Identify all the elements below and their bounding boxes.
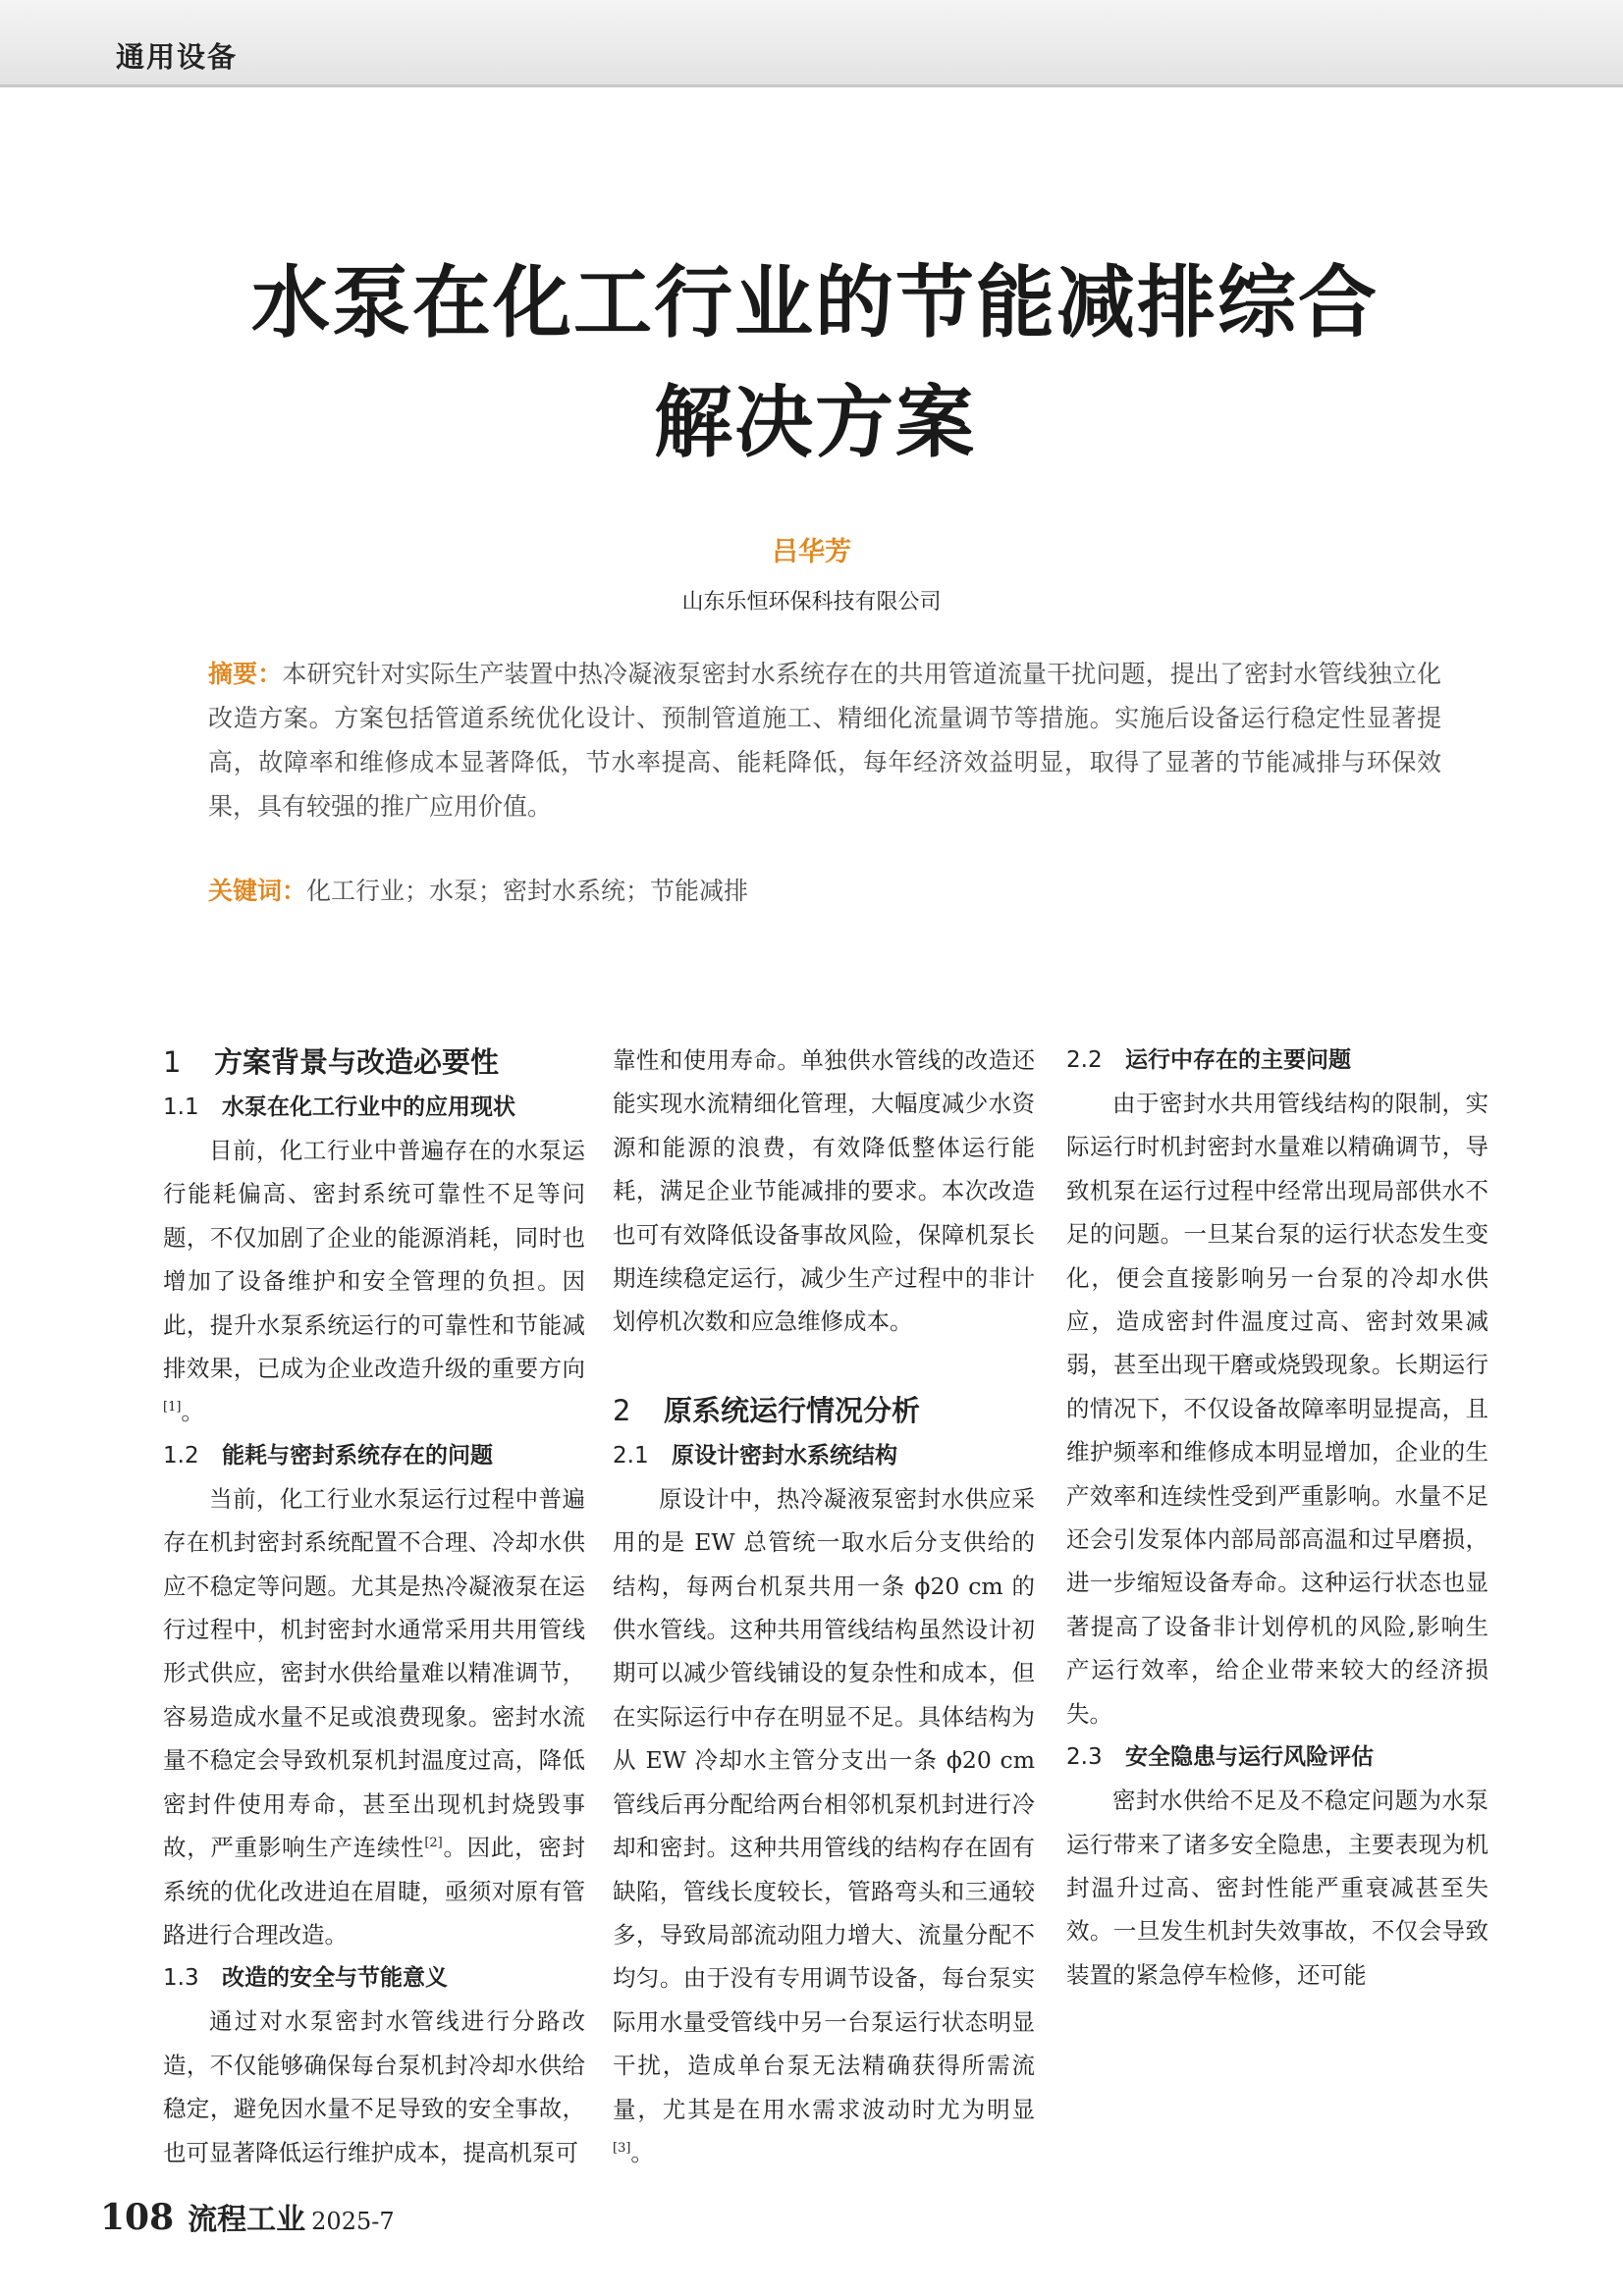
section-label: 通用设备 xyxy=(116,40,239,74)
affiliation: 山东乐恒环保科技有限公司 xyxy=(681,590,942,614)
subsection-heading-2-3: 2.3 安全隐患与运行风险评估 xyxy=(1066,1744,1374,1771)
issue-number: 2025-7 xyxy=(311,2208,395,2235)
page-number: 108 xyxy=(100,2197,175,2238)
paragraph: 由于密封水共用管线结构的限制，实际运行时机封密封水量难以精确调节，导致机泵在运行过程中经常出现局部供水不足的问题。一旦某台泵的运行状态发生变化，便会直接影响另一台泵的冷却水供应，造成密封件温度过高、密封效果减弱，甚至出现干磨或烧毁现象。长期运行的情况下，不仅设备故障率明显提高，且维护频率和维修成本明显增加，企业的生产效率和连续性受到严重影响。水量不足还会引发泵体内部局部高温和过早磨损，进一步缩短设备寿命。这种运行状态也显著提高了设备非计划停机的风险,影响生产运行效率，给企业带来较大的经济损失。 xyxy=(1066,1090,1488,1728)
subsection-heading-2-2: 2.2 运行中存在的主要问题 xyxy=(1066,1047,1351,1073)
subsection-heading-1-3: 1.3 改造的安全与节能意义 xyxy=(163,1965,448,1992)
citation: [3] xyxy=(613,2141,631,2157)
paragraph: 密封水供给不足及不稳定问题为水泵运行带来了诸多安全隐患，主要表现为机封温升过高、密封性能严重衰减甚至失效。一旦发生机封失效事故，不仅会导致装置的紧急停车检修，还可能 xyxy=(1066,1787,1488,1989)
title-line-2: 解决方案 xyxy=(654,377,976,468)
body-column-3 xyxy=(1066,1039,1488,1997)
paragraph: 通过对水泵密封水管线进行分路改造，不仅能够确保每台泵机封冷却水供给稳定，避免因水量不足导致的安全事故，也可显著降低运行维护成本，提高机泵可 xyxy=(163,2007,585,2166)
keywords-text: 化工行业；水泵；密封水系统；节能减排 xyxy=(306,877,749,905)
paragraph: 当前，化工行业水泵运行过程中普遍存在机封密封系统配置不合理、冷却水供应不稳定等问题。尤其是热冷凝液泵在运行过程中，机封密封水通常采用共用管线形式供应，密封水供给量难以精准调节，容易造成水量不足或浪费现象。密封水流量不稳定会导致机泵机封温度过高，降低密封件使用寿命，甚至出现机封烧毁事故，严重影响生产连续性[2]。因此，密封系统的优化改进迫在眉睫，亟须对原有管路进行合理改造。 xyxy=(163,1484,586,1949)
body-column-1 xyxy=(163,1039,585,2174)
article-title xyxy=(157,243,1473,483)
abstract-label: 摘要： xyxy=(208,660,283,688)
title-line-1: 水泵在化工行业的节能减排综合 xyxy=(251,257,1379,348)
section-heading-1: 1 方案背景与改造必要性 xyxy=(163,1045,500,1079)
paragraph: 原设计中，热冷凝液泵密封水供应采用的是 EW 总管统一取水后分支供给的结构，每两台机泵共用一条 ϕ20 cm 的供水管线。这种共用管线结构虽然设计初期可以减少管线铺设的复杂性和成本，但在实际运行中存在明显不足。具体结构为从 EW 冷却水主管分支出一条 ϕ20 cm 管线后再分配给两台相邻机泵机封进行冷却和密封。这种共用管线的结构存在固有缺陷，管线长度较长，管路弯头和三通较多，导致局部流动阻力增大、流量分配不均匀。由于没有专用调节设备，每台泵实际用水量受管线中另一台泵运行状态明显干扰，造成单台泵无法精确获得所需流量，尤其是在用水需求波动时尤为明显[3]。 xyxy=(613,1484,1035,2166)
citation: [2] xyxy=(424,1836,443,1851)
paragraph: 目前，化工行业中普遍存在的水泵运行能耗偏高、密封系统可靠性不足等问题，不仅加剧了企业的能源消耗，同时也增加了设备维护和安全管理的负担。因此，提升水泵系统运行的可靠性和节能减排效果，已成为企业改造升级的重要方向[1]。 xyxy=(163,1137,585,1426)
journal-name: 流程工业 xyxy=(188,2203,306,2237)
subsection-heading-2-1: 2.1 原设计密封水系统结构 xyxy=(613,1442,897,1468)
keywords xyxy=(208,872,1441,907)
citation: [1] xyxy=(163,1400,182,1415)
running-header xyxy=(0,0,1623,87)
paragraph-continued: 靠性和使用寿命。单独供水管线的改造还能实现水流精细化管理，大幅度减少水资源和能源的浪费，有效降低整体运行能耗，满足企业节能减排的要求。本次改造也可有效降低设备事故风险，保障机泵长期连续稳定运行，减少生产过程中的非计划停机次数和应急维修成本。 xyxy=(613,1046,1036,1336)
body-column-2 xyxy=(613,1039,1035,2174)
abstract xyxy=(208,652,1441,828)
section-heading-2: 2 原系统运行情况分析 xyxy=(613,1393,921,1427)
page-footer xyxy=(100,2195,395,2238)
subsection-heading-1-1: 1.1 水泵在化工行业中的应用现状 xyxy=(163,1095,515,1120)
keywords-label: 关键词： xyxy=(208,877,307,905)
abstract-text: 本研究针对实际生产装置中热冷凝液泵密封水系统存在的共用管道流量干扰问题，提出了密封水管线独立化改造方案。方案包括管道系统优化设计、预制管道施工、精细化流量调节等措施。实施后设备运行稳定性显著提高，故障率和维修成本显著降低，节水率提高、能耗降低，每年经济效益明显，取得了显著的节能减排与环保效果，具有较强的推广应用价值。 xyxy=(208,660,1441,821)
subsection-heading-1-2: 1.2 能耗与密封系统存在的问题 xyxy=(163,1442,493,1468)
author: 吕华芳 xyxy=(772,537,851,567)
